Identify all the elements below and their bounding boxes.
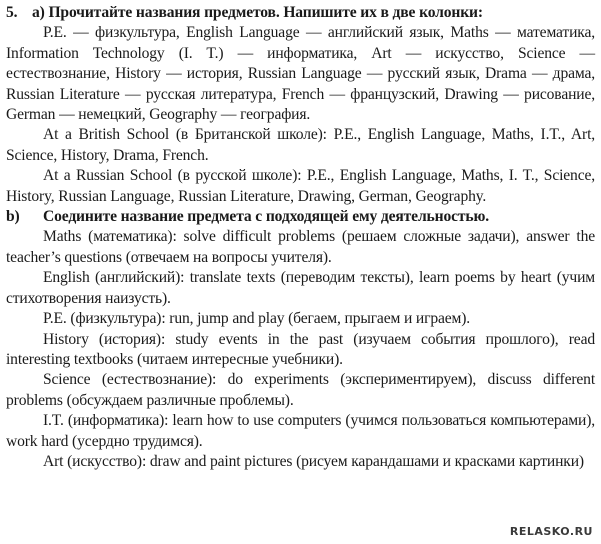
exercise-text [6, 3, 595, 472]
activity-english: English (английский): translate texts (переводим тексты), learn poems by heart (учим стихотворения наизусть). [6, 269, 595, 307]
activity-art: Art (искусство): draw and paint pictures (рисуем карандашами и красками картинки) [43, 452, 584, 470]
part-b-heading [6, 207, 595, 227]
british-school-list: At a British School (в Британской школе): P.E., English Language, Maths, I.T., Art, Science, History, Drama, French. [6, 126, 595, 164]
russian-school-list: At a Russian School (в русской школе): P.E., English Language, Maths, I. T., Science, History, Russian Language, Russian Literature, Drawing, German, Geography. [6, 167, 595, 205]
subject-translations: P.E. — физкультура, English Language — английский язык, Maths — математика, Information Technology (I. T.) — информатика, Art — искусство, Science — естествознание, History — история, Russian Language — русский язык, Drama — драма, Russian Literature — русская литература, French — французский, Drawing — рисование, German — немецкий, Geography — география. [6, 24, 595, 124]
activity-maths: Maths (математика): solve difficult problems (решаем сложные задачи), answer the teacher’s questions (отвечаем на вопросы учителя). [6, 228, 595, 266]
part-a-heading-text: a) Прочитайте названия предметов. Напишите их в две колонки: [32, 4, 483, 21]
part-b-label: b) [6, 208, 20, 226]
activity-science: Science (естествознание): do experiments (экспериментируем), discuss different problems (обсуждаем различные проблемы). [6, 371, 595, 409]
activity-pe: P.E. (физкультура): run, jump and play (бегаем, прыгаем и играем). [43, 310, 471, 328]
part-b-heading-text: Соедините название предмета с подходящей ему деятельностью. [43, 208, 490, 226]
activity-it: I.T. (информатика): learn how to use computers (учимся пользоваться компьютерами), work hard (усердно трудимся). [6, 412, 595, 450]
activity-history: History (история): study events in the past (изучаем события прошлого), read interesting textbooks (читаем интересные учебники). [6, 330, 595, 368]
exercise-number: 5. [6, 4, 18, 21]
part-a-heading [6, 3, 595, 23]
site-watermark: RELASKO.RU [509, 525, 593, 538]
